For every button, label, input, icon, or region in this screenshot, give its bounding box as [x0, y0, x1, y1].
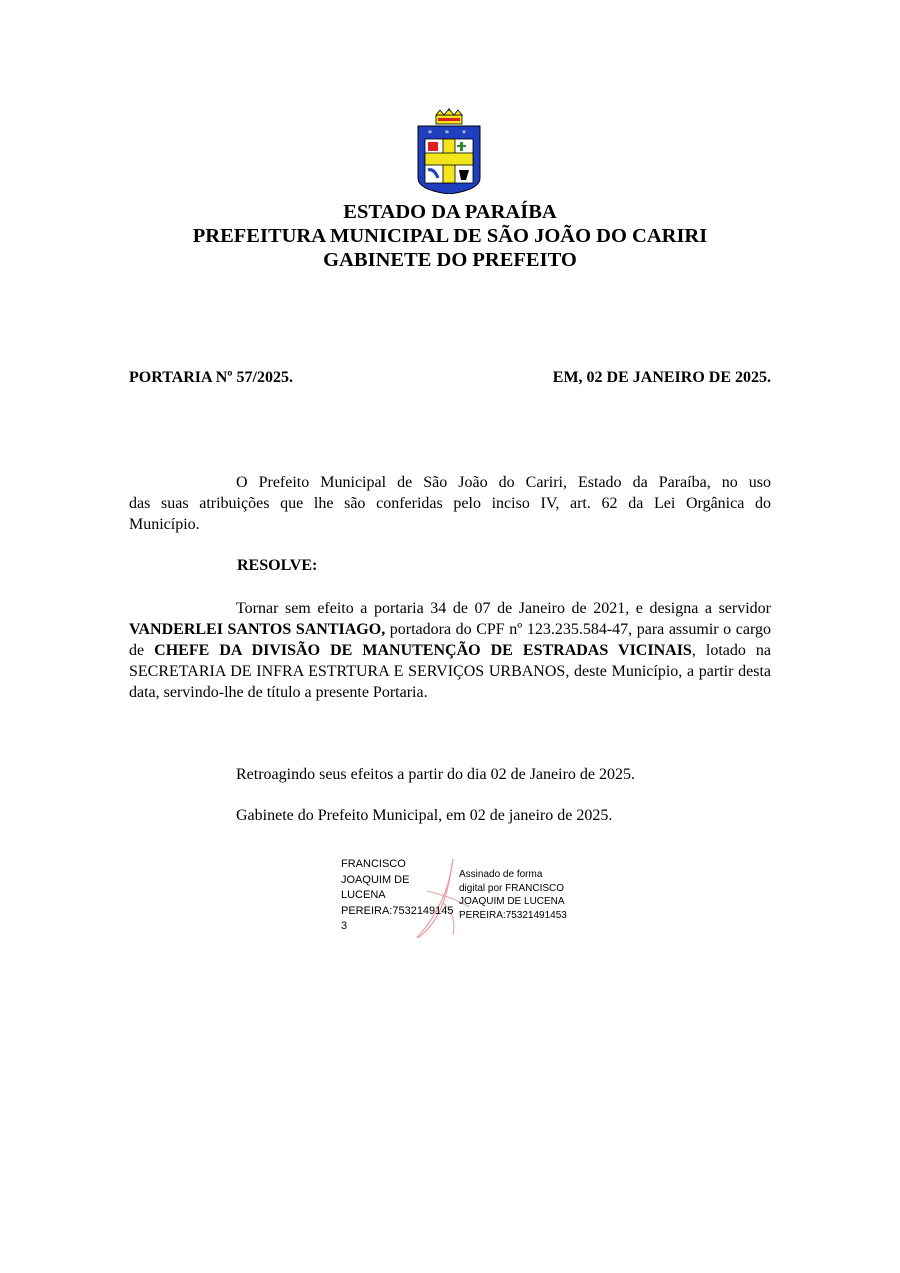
signature-statement-line: JOAQUIM DE LUCENA — [459, 896, 565, 908]
digital-signature-block — [341, 857, 581, 947]
signer-line: PEREIRA:7532149145 — [341, 904, 454, 917]
retroactive-line: Retroagindo seus efeitos a partir do dia 02 de Janeiro de 2025. — [236, 766, 635, 783]
position-title: CHEFE DA DIVISÃO DE MANUTENÇÃO DE ESTRADAS VICINAIS — [154, 642, 692, 659]
signer-line: JOAQUIM DE — [341, 873, 410, 886]
signer-name-block — [341, 857, 459, 935]
svg-text:*: * — [462, 129, 466, 138]
intro-line-1: O Prefeito Municipal de São João do Cariri, Estado da Paraíba, no uso — [236, 474, 771, 491]
resolution-text-3: , lotado na SECRETARIA DE INFRA ESTRTURA E SERVIÇOS URBANOS, deste Município, a partir desta data, servindo-lhe de título a presente Portaria. — [129, 642, 772, 701]
header-state: ESTADO DA PARAÍBA — [343, 201, 557, 223]
signature-statement-line: Assinado de forma — [459, 869, 543, 880]
server-name: VANDERLEI SANTOS SANTIAGO, — [129, 621, 386, 638]
signature-statement — [459, 868, 581, 922]
resolve-heading: RESOLVE: — [237, 557, 318, 574]
portaria-date: EM, 02 DE JANEIRO DE 2025. — [552, 369, 771, 386]
document-header — [0, 200, 900, 272]
svg-text:*: * — [428, 129, 432, 138]
signature-statement-line: digital por FRANCISCO — [459, 882, 565, 894]
resolution-text-1: Tornar sem efeito a portaria 34 de 07 de Janeiro de 2021, e designa a servidor — [236, 600, 771, 617]
signer-line: FRANCISCO — [341, 858, 406, 870]
intro-line-3: Município. — [129, 516, 200, 533]
portaria-number: PORTARIA Nº 57/2025. — [129, 369, 293, 386]
header-office: GABINETE DO PREFEITO — [323, 249, 577, 271]
intro-paragraph — [129, 472, 771, 535]
resolution-paragraph — [129, 598, 771, 703]
signer-line: 3 — [341, 920, 348, 933]
signer-line: LUCENA — [341, 889, 386, 902]
municipal-coat-of-arms-icon — [414, 108, 484, 194]
resolution-text-2: portadora do CPF nº 123.235.584-47, para assumir o cargo de — [129, 621, 772, 659]
signature-statement-line: PEREIRA:75321491453 — [459, 909, 567, 921]
closing-line: Gabinete do Prefeito Municipal, em 02 de janeiro de 2025. — [236, 807, 613, 824]
svg-text:*: * — [445, 129, 449, 138]
header-municipality: PREFEITURA MUNICIPAL DE SÃO JOÃO DO CARIRI — [192, 225, 708, 247]
intro-line-2: das suas atribuições que lhe são conferidas pelo inciso IV, art. 62 da Lei Orgânica do — [129, 495, 771, 512]
